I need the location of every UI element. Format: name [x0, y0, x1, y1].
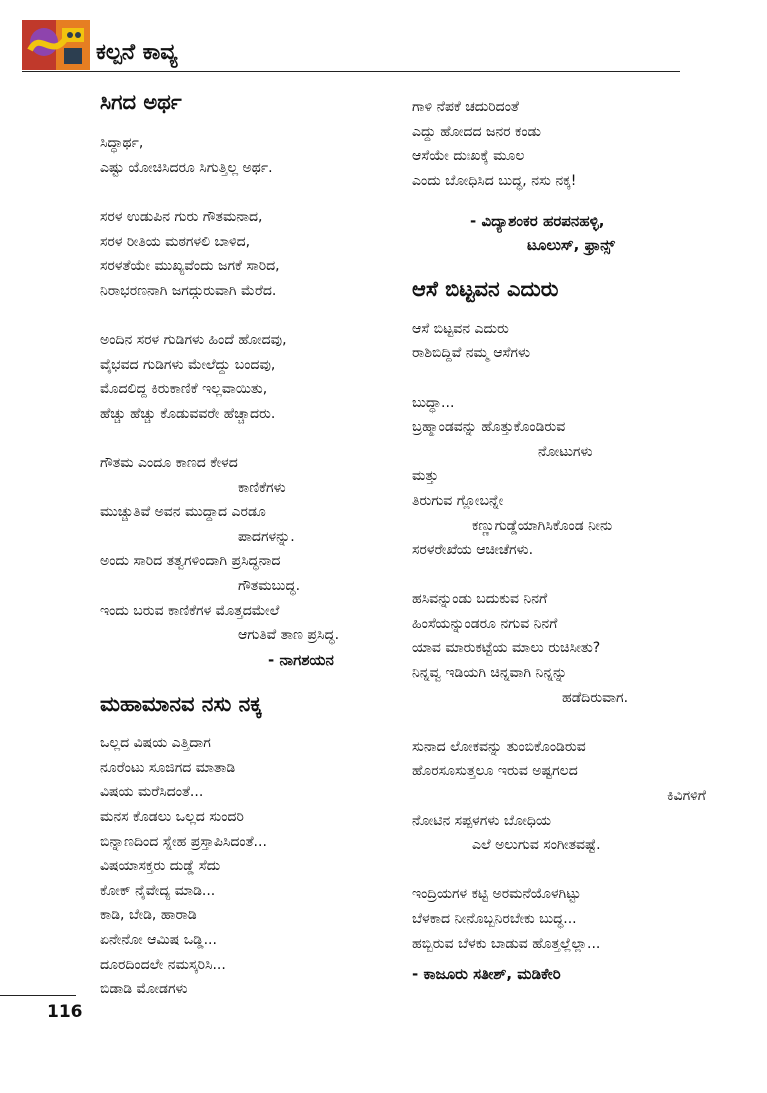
poem-line: ಮತ್ತು: [412, 468, 439, 485]
left-column: [100, 88, 390, 1002]
poem-body: [100, 731, 390, 1002]
poem-line: ತಿರುಗುವ ಗ್ಲೋಬನ್ನೇ: [412, 492, 504, 509]
stanza-gap: [412, 858, 702, 883]
poem-line: ಹಸಿವನ್ನುಂಡು ಬದುಕುವ ನಿನಗೆ: [412, 591, 548, 608]
poem-author-location: ಟೂಲುಸ್, ಫ್ರಾನ್ಸ್: [527, 236, 615, 255]
poem-title: ಮಹಾಮಾನವ ನಸು ನಕ್ಕ: [100, 691, 262, 716]
page-number: 116: [47, 1002, 83, 1022]
poem-line: ಸುನಾದ ಲೋಕವನ್ನು ತುಂಬಿಕೊಂಡಿರುವ: [412, 738, 586, 755]
poem-line: ಬಿಡಾಡಿ ಮೋಡಗಳು: [100, 981, 188, 998]
poem-line: ಒಲ್ಲದ ವಿಷಯ ಎತ್ತಿದಾಗ: [100, 735, 211, 752]
poem-line: ಏನೇನೋ ಆಮಿಷ ಒಡ್ಡಿ...: [100, 932, 217, 948]
poem-line: ಯಾವ ಮಾರುಕಟ್ಟೆಯ ಮಾಲು ರುಚಿಸೀತು?: [412, 640, 601, 657]
poem-line: ಸರಳ ರೀತಿಯ ಮಠಗಳಲಿ ಬಾಳಿದ,: [100, 233, 251, 250]
poem-line: ನೂರೆಂಟು ಸೂಜಿಗದ ಮಾತಾಡಿ: [100, 759, 236, 776]
magazine-title: ಕಲ್ಪನೆ ಕಾವ್ಯ: [96, 40, 178, 65]
poem-title: ಸಿಗದ ಅರ್ಥ: [100, 90, 182, 114]
header-divider: [22, 71, 680, 72]
poem-line: ಬುದ್ಧಾ...: [412, 394, 455, 411]
poem-line: ಬೆಳಕಾದ ನೀನೊಬ್ಬನಿರಬೇಕು ಬುದ್ಧ...: [412, 911, 577, 928]
poem-line: ಪಾದಗಳನ್ನು.: [238, 528, 295, 545]
poem-body: [412, 317, 706, 956]
stanza-gap: [412, 563, 702, 588]
poem-line: ನೋಟುಗಳು: [538, 443, 593, 460]
poem-line: ಆಗುತಿವೆ ತಾಣ ಪ್ರಸಿದ್ಧ.: [238, 627, 340, 644]
poem-line: ಸರಳ ಉಡುಪಿನ ಗುರು ಗೌತಮನಾದ,: [100, 209, 263, 226]
poem-line: ಎಲೆ ಅಲುಗುವ ಸಂಗೀತವಷ್ಟೆ.: [472, 837, 601, 854]
poem-title: ಆಸೆ ಬಿಟ್ಟವನ ಎದುರು: [412, 277, 559, 302]
poem-line: ಗೌತಮ ಎಂದೂ ಕಾಣದ ಕೇಳದ: [100, 455, 238, 472]
poem-line: ಎಂದು ಬೋಧಿಸಿದ ಬುದ್ಧ, ನಸು ನಕ್ಕ!: [412, 172, 577, 189]
poem-line: ಬಿನ್ನಾಣದಿಂದ ಸ್ನೇಹ ಪ್ರಸ್ತಾಪಿಸಿದಂತೆ...: [100, 833, 267, 850]
poem-line: ಬ್ರಹ್ಮಾಂಡವನ್ನು ಹೊತ್ತುಕೊಂಡಿರುವ: [412, 419, 566, 436]
poem-author: - ವಿದ್ಯಾಶಂಕರ ಹರಪನಹಳ್ಳಿ,: [470, 212, 605, 231]
poem-line: ವಿಷಯಾಸಕ್ತರು ದುಡ್ಡೆ ಸೆದು: [100, 858, 221, 875]
poem-line: ಮೊದಲಿದ್ದ ಕಿರುಕಾಣಿಕೆ ಇಲ್ಲವಾಯಿತು,: [100, 381, 268, 398]
poem-line: ಇಂದ್ರಿಯಗಳ ಕಟ್ಟಿ ಅರಮನೆಯೊಳಗಿಟ್ಟು: [412, 886, 581, 903]
poem-line: ನಿನ್ನವ್ವ ಇಡಿಯಗಿ ಚಿನ್ನವಾಗಿ ನಿನ್ನನ್ನು: [412, 665, 568, 682]
poem-body-continued: [412, 95, 702, 193]
poem-line: ಹಡೆದಿರುವಾಗ.: [562, 689, 629, 706]
poem-line: ಹಿಂಸೆಯನ್ನುಂಡರೂ ನಗುವ ನಿನಗೆ: [412, 615, 558, 632]
poem-line: ಹಬ್ಬಿರುವ ಬೆಳಕು ಬಾಡುವ ಹೊತ್ತಲ್ಲೆಲ್ಲಾ...: [412, 935, 601, 952]
footer-divider: [0, 995, 76, 996]
poem-line: ಹೊರಸೂಸುತ್ತಲೂ ಇರುವ ಅಷ್ಟಗಲದ: [412, 763, 578, 780]
poem-line: ಕಾಣಿಕೆಗಳು: [238, 479, 286, 496]
poem-line: ಗೌತಮಬುದ್ಧ.: [238, 578, 301, 595]
poem-line: ರಾಶಿಬಿದ್ದಿವೆ ನಮ್ಮ ಆಸೆಗಳು: [412, 345, 531, 362]
poem-line: ಗಾಳಿ ನೆಪಕೆ ಚದುರಿದಂತೆ: [412, 99, 519, 115]
poem-line: ಅಂದಿನ ಸರಳ ಗುಡಿಗಳು ಹಿಂದೆ ಹೋದವು,: [100, 332, 287, 349]
poem-line: ಕಣ್ಣುಗುಡ್ಡೆಯಾಗಿಸಿಕೊಂಡ ನೀನು: [472, 517, 613, 534]
poem-line: ಸರಳರೇಖೆಯ ಆಚೀಚೆಗಳು.: [412, 542, 534, 559]
stanza-gap: [412, 366, 702, 391]
poem-line: ವೈಭವದ ಗುಡಿಗಳು ಮೇಲೆದ್ದು ಬಂದವು,: [100, 356, 276, 373]
poem-line: ಎಷ್ಟು ಯೋಚಿಸಿದರೂ ಸಿಗುತ್ತಿಲ್ಲ ಅರ್ಥ.: [100, 159, 273, 176]
poem-author: - ಕಾಜೂರು ಸತೀಶ್, ಮಡಿಕೇರಿ: [412, 965, 561, 984]
poem-line: ಹೆಚ್ಚು ಹೆಚ್ಚು ಕೊಡುವವರೇ ಹೆಚ್ಚಾದರು.: [100, 405, 276, 422]
poem-line: ಸರಳತೆಯೇ ಮುಖ್ಯವೆಂದು ಜಗಕೆ ಸಾರಿದ,: [100, 258, 280, 275]
stanza-gap: [412, 710, 702, 735]
poem-line: ಮನಸ ಕೊಡಲು ಒಲ್ಲದ ಸುಂದರಿ: [100, 809, 244, 826]
poem-line: ಎದ್ದು ಹೋದದ ಜನರ ಕಂಡು: [412, 123, 541, 140]
stanza-gap: [100, 427, 390, 452]
poem-body: [100, 131, 390, 647]
poem-line: ಕಾಡಿ, ಬೇಡಿ, ಹಾರಾಡಿ: [100, 907, 197, 924]
poem-line: ಇಂದು ಬರುವ ಕಾಣಿಕೆಗಳ ಮೊತ್ತದಮೇಲೆ: [100, 602, 280, 619]
poem-line: ಕಿವಿಗಳಿಗೆ: [667, 788, 706, 805]
poem-line: ಆಸೆ ಬಿಟ್ಟವನ ಎದುರು: [412, 320, 509, 337]
magazine-logo: [22, 20, 90, 70]
poem-line: ದೂರದಿಂದಲೇ ನಮಸ್ಕರಿಸಿ...: [100, 956, 226, 973]
poem-line: ವಿಷಯ ಮರೆಸಿದಂತೆ...: [100, 784, 204, 801]
poem-line: ಮುಚ್ಚುತಿವೆ ಅವನ ಮುದ್ದಾದ ಎರಡೂ: [100, 504, 266, 521]
poem-line: ನಿರಾಭರಣನಾಗಿ ಜಗದ್ಗುರುವಾಗಿ ಮೆರೆದ.: [100, 282, 277, 299]
poem-line: ಕೋಕ್ ನೈವೇದ್ಯ ಮಾಡಿ...: [100, 882, 216, 899]
poem-line: ಅಂದು ಸಾರಿದ ತತ್ವಗಳಿಂದಾಗಿ ಪ್ರಸಿದ್ಧನಾದ: [100, 553, 281, 570]
poem-line: ನೋಟಿನ ಸಪ್ಪಳಗಳು ಬೋಧಿಯ: [412, 812, 551, 829]
right-column: [412, 95, 706, 986]
poem-line: ಸಿದ್ಧಾರ್ಥ,: [100, 135, 144, 152]
poem-author: - ನಾಗಶಯನ: [268, 650, 334, 669]
poem-line: ಆಸೆಯೇ ದುಃಖಕ್ಕೆ ಮೂಲ: [412, 148, 525, 165]
stanza-gap: [100, 304, 390, 329]
stanza-gap: [100, 181, 390, 206]
